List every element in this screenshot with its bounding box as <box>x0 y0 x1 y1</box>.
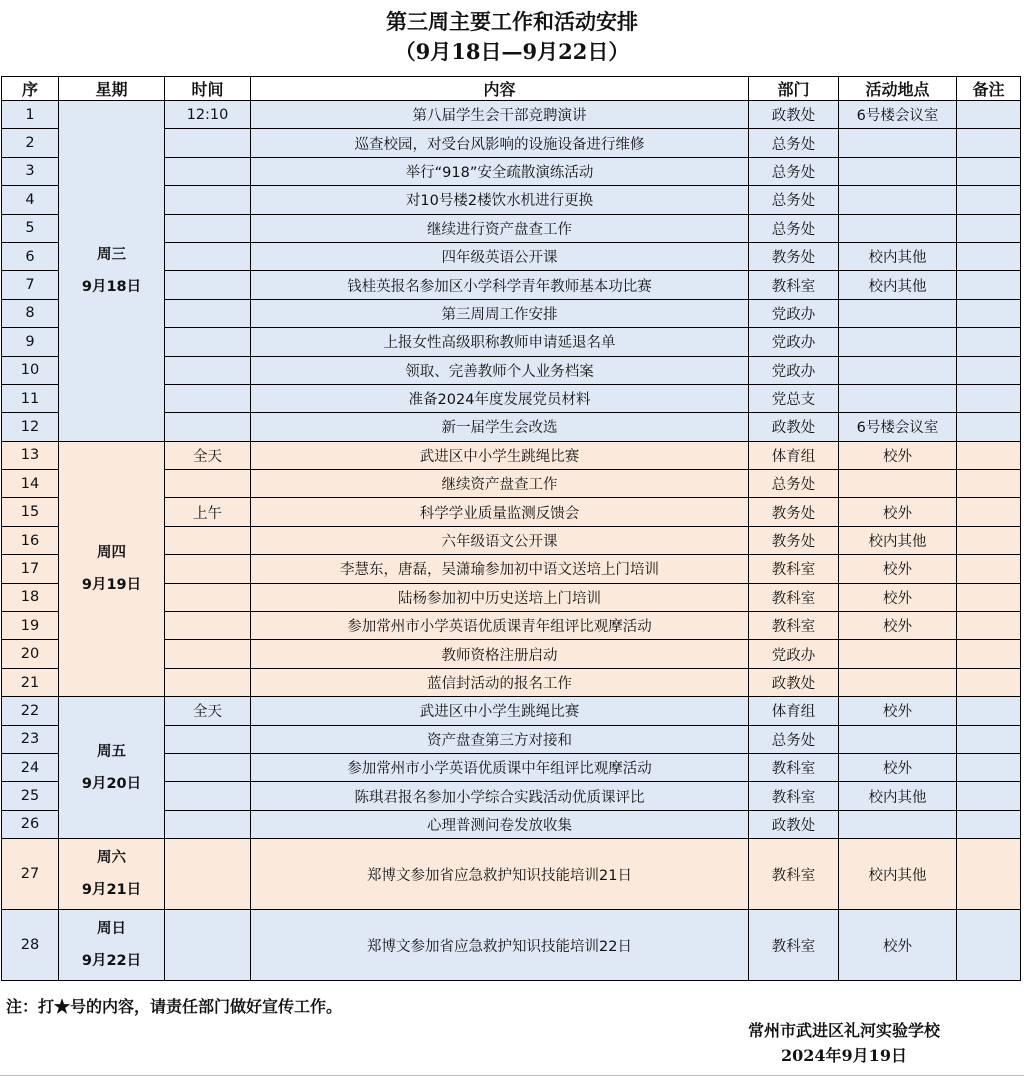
time-cell <box>165 839 251 910</box>
dept-cell: 党政办 <box>749 328 839 356</box>
content-cell: 钱桂英报名参加区小学科学青年教师基本功比赛 <box>251 271 749 299</box>
content-cell: 武进区中小学生跳绳比赛 <box>251 441 749 469</box>
place-cell <box>839 384 957 412</box>
place-cell <box>839 157 957 185</box>
col-header-dept: 部门 <box>749 77 839 101</box>
row-number: 11 <box>2 384 59 412</box>
note-cell <box>957 271 1021 299</box>
time-cell <box>165 186 251 214</box>
time-cell <box>165 910 251 981</box>
place-cell <box>839 725 957 753</box>
time-cell <box>165 271 251 299</box>
row-number: 5 <box>2 214 59 242</box>
note-cell <box>957 299 1021 327</box>
note-cell <box>957 612 1021 640</box>
dept-cell: 教科室 <box>749 583 839 611</box>
date-label: 9月22日 <box>81 953 142 970</box>
note-cell <box>957 640 1021 668</box>
content-cell: 陈琪君报名参加小学综合实践活动优质课评比 <box>251 782 749 810</box>
page-title: 第三周主要工作和活动安排 <box>386 9 638 34</box>
place-cell: 校外 <box>839 697 957 725</box>
row-number: 17 <box>2 555 59 583</box>
row-number: 22 <box>2 697 59 725</box>
dept-cell: 总务处 <box>749 725 839 753</box>
content-cell: 巡查校园，对受台风影响的设施设备进行维修 <box>251 129 749 157</box>
place-cell: 校外 <box>839 498 957 526</box>
content-cell: 对10号楼2楼饮水机进行更换 <box>251 186 749 214</box>
note-cell <box>957 782 1021 810</box>
row-number: 25 <box>2 782 59 810</box>
note-cell <box>957 214 1021 242</box>
date-label: 9月21日 <box>81 882 142 899</box>
note-cell <box>957 384 1021 412</box>
note-cell <box>957 129 1021 157</box>
place-cell: 校内其他 <box>839 242 957 270</box>
time-cell <box>165 470 251 498</box>
row-number: 13 <box>2 441 59 469</box>
dept-cell: 总务处 <box>749 214 839 242</box>
place-cell <box>839 214 957 242</box>
row-number: 23 <box>2 725 59 753</box>
dept-cell: 教科室 <box>749 839 839 910</box>
content-cell: 蓝信封活动的报名工作 <box>251 668 749 696</box>
col-header-place: 活动地点 <box>839 77 957 101</box>
weekday-cell <box>59 441 165 697</box>
note-cell <box>957 555 1021 583</box>
time-cell <box>165 668 251 696</box>
col-header-content: 内容 <box>251 77 749 101</box>
dept-cell: 教科室 <box>749 782 839 810</box>
col-header-no: 序 <box>2 77 59 101</box>
note-cell <box>957 910 1021 981</box>
footer-signature <box>748 1018 940 1068</box>
note-cell <box>957 526 1021 554</box>
time-cell: 全天 <box>165 441 251 469</box>
row-number: 4 <box>2 186 59 214</box>
content-cell: 教师资格注册启动 <box>251 640 749 668</box>
content-cell: 心理普测问卷发放收集 <box>251 810 749 838</box>
content-cell: 继续资产盘查工作 <box>251 470 749 498</box>
time-cell <box>165 413 251 441</box>
row-number: 18 <box>2 583 59 611</box>
time-cell <box>165 157 251 185</box>
place-cell <box>839 668 957 696</box>
weekday-label: 周五 <box>97 743 126 760</box>
place-cell: 校外 <box>839 612 957 640</box>
note-cell <box>957 413 1021 441</box>
row-number: 27 <box>2 839 59 910</box>
place-cell: 校外 <box>839 753 957 781</box>
dept-cell: 教科室 <box>749 753 839 781</box>
content-cell: 李慧东，唐磊，吴潇瑜参加初中语文送培上门培训 <box>251 555 749 583</box>
dept-cell: 教务处 <box>749 526 839 554</box>
schedule-body <box>2 101 1021 981</box>
time-cell <box>165 725 251 753</box>
place-cell: 校内其他 <box>839 839 957 910</box>
time-cell <box>165 299 251 327</box>
note-cell <box>957 101 1021 129</box>
footer-org: 常州市武进区礼河实验学校 <box>747 1021 940 1040</box>
row-number: 6 <box>2 242 59 270</box>
time-cell <box>165 583 251 611</box>
footer-note: 注：打★号的内容，请责任部门做好宣传工作。 <box>6 997 343 1016</box>
note-cell <box>957 498 1021 526</box>
place-cell: 校内其他 <box>839 271 957 299</box>
place-cell <box>839 129 957 157</box>
weekday-label: 周六 <box>97 850 126 867</box>
note-cell <box>957 697 1021 725</box>
row-number: 8 <box>2 299 59 327</box>
row-number: 14 <box>2 470 59 498</box>
dept-cell: 党政办 <box>749 356 839 384</box>
row-number: 2 <box>2 129 59 157</box>
content-cell: 武进区中小学生跳绳比赛 <box>251 697 749 725</box>
content-cell: 准备2024年度发展党员材料 <box>251 384 749 412</box>
dept-cell: 教务处 <box>749 242 839 270</box>
time-cell <box>165 555 251 583</box>
row-number: 1 <box>2 101 59 129</box>
place-cell: 校外 <box>839 583 957 611</box>
header-row <box>2 77 1021 101</box>
place-cell: 校内其他 <box>839 526 957 554</box>
note-cell <box>957 810 1021 838</box>
time-cell <box>165 242 251 270</box>
content-cell: 参加常州市小学英语优质课青年组评比观摩活动 <box>251 612 749 640</box>
place-cell: 校外 <box>839 441 957 469</box>
row-number: 24 <box>2 753 59 781</box>
place-cell: 校内其他 <box>839 782 957 810</box>
content-cell: 继续进行资产盘查工作 <box>251 214 749 242</box>
place-cell: 校外 <box>839 910 957 981</box>
content-cell: 参加常州市小学英语优质课中年组评比观摩活动 <box>251 753 749 781</box>
note-cell <box>957 583 1021 611</box>
place-cell <box>839 356 957 384</box>
page-subtitle: （9月18日—9月22日） <box>394 39 630 64</box>
dept-cell: 教科室 <box>749 910 839 981</box>
content-cell: 第三周周工作安排 <box>251 299 749 327</box>
content-cell: 上报女性高级职称教师申请延退名单 <box>251 328 749 356</box>
time-cell <box>165 129 251 157</box>
place-cell: 6号楼会议室 <box>839 413 957 441</box>
dept-cell: 教科室 <box>749 271 839 299</box>
note-cell <box>957 441 1021 469</box>
note-cell <box>957 328 1021 356</box>
dept-cell: 政教处 <box>749 810 839 838</box>
dept-cell: 党总支 <box>749 384 839 412</box>
table-row <box>2 839 1021 910</box>
dept-cell: 总务处 <box>749 186 839 214</box>
time-cell: 上午 <box>165 498 251 526</box>
table-row <box>2 101 1021 129</box>
row-number: 9 <box>2 328 59 356</box>
col-header-weekday: 星期 <box>59 77 165 101</box>
dept-cell: 体育组 <box>749 441 839 469</box>
dept-cell: 总务处 <box>749 129 839 157</box>
place-cell <box>839 640 957 668</box>
time-cell <box>165 640 251 668</box>
note-cell <box>957 839 1021 910</box>
date-label: 9月19日 <box>81 576 142 593</box>
row-number: 10 <box>2 356 59 384</box>
weekday-label: 周三 <box>97 246 126 263</box>
table-row <box>2 910 1021 981</box>
page-bottom-border <box>0 1075 1024 1076</box>
place-cell <box>839 186 957 214</box>
note-cell <box>957 186 1021 214</box>
weekday-label: 周日 <box>97 921 126 938</box>
dept-cell: 党政办 <box>749 640 839 668</box>
weekday-label: 周四 <box>97 544 126 561</box>
time-cell <box>165 384 251 412</box>
time-cell: 12:10 <box>165 101 251 129</box>
time-cell <box>165 328 251 356</box>
row-number: 19 <box>2 612 59 640</box>
dept-cell: 总务处 <box>749 470 839 498</box>
weekday-cell <box>59 910 165 981</box>
weekday-cell <box>59 839 165 910</box>
content-cell: 科学学业质量监测反馈会 <box>251 498 749 526</box>
dept-cell: 教科室 <box>749 612 839 640</box>
weekday-cell <box>59 101 165 442</box>
note-cell <box>957 668 1021 696</box>
schedule-table <box>1 76 1021 981</box>
time-cell <box>165 356 251 384</box>
place-cell <box>839 328 957 356</box>
dept-cell: 教务处 <box>749 498 839 526</box>
note-cell <box>957 242 1021 270</box>
weekday-cell <box>59 697 165 839</box>
time-cell: 全天 <box>165 697 251 725</box>
footer-date: 2024年9月19日 <box>781 1046 907 1065</box>
row-number: 16 <box>2 526 59 554</box>
dept-cell: 党政办 <box>749 299 839 327</box>
content-cell: 第八届学生会干部竞聘演讲 <box>251 101 749 129</box>
content-cell: 郑博文参加省应急救护知识技能培训22日 <box>251 910 749 981</box>
col-header-time: 时间 <box>165 77 251 101</box>
time-cell <box>165 612 251 640</box>
note-cell <box>957 725 1021 753</box>
content-cell: 陆杨参加初中历史送培上门培训 <box>251 583 749 611</box>
time-cell <box>165 753 251 781</box>
place-cell <box>839 299 957 327</box>
note-cell <box>957 470 1021 498</box>
time-cell <box>165 214 251 242</box>
row-number: 20 <box>2 640 59 668</box>
row-number: 28 <box>2 910 59 981</box>
dept-cell: 政教处 <box>749 668 839 696</box>
content-cell: 四年级英语公开课 <box>251 242 749 270</box>
time-cell <box>165 810 251 838</box>
dept-cell: 政教处 <box>749 413 839 441</box>
row-number: 3 <box>2 157 59 185</box>
dept-cell: 总务处 <box>749 157 839 185</box>
note-cell <box>957 356 1021 384</box>
time-cell <box>165 526 251 554</box>
row-number: 21 <box>2 668 59 696</box>
row-number: 26 <box>2 810 59 838</box>
content-cell: 新一届学生会改选 <box>251 413 749 441</box>
date-label: 9月18日 <box>81 278 142 295</box>
date-label: 9月20日 <box>81 775 142 792</box>
note-cell <box>957 157 1021 185</box>
dept-cell: 体育组 <box>749 697 839 725</box>
note-cell <box>957 753 1021 781</box>
place-cell: 6号楼会议室 <box>839 101 957 129</box>
content-cell: 资产盘查第三方对接和 <box>251 725 749 753</box>
place-cell <box>839 810 957 838</box>
dept-cell: 教科室 <box>749 555 839 583</box>
content-cell: 举行“918”安全疏散演练活动 <box>251 157 749 185</box>
content-cell: 领取、完善教师个人业务档案 <box>251 356 749 384</box>
row-number: 12 <box>2 413 59 441</box>
dept-cell: 政教处 <box>749 101 839 129</box>
row-number: 15 <box>2 498 59 526</box>
table-row <box>2 441 1021 469</box>
table-row <box>2 697 1021 725</box>
content-cell: 六年级语文公开课 <box>251 526 749 554</box>
time-cell <box>165 782 251 810</box>
content-cell: 郑博文参加省应急救护知识技能培训21日 <box>251 839 749 910</box>
col-header-note: 备注 <box>957 77 1021 101</box>
place-cell <box>839 470 957 498</box>
place-cell: 校外 <box>839 555 957 583</box>
row-number: 7 <box>2 271 59 299</box>
